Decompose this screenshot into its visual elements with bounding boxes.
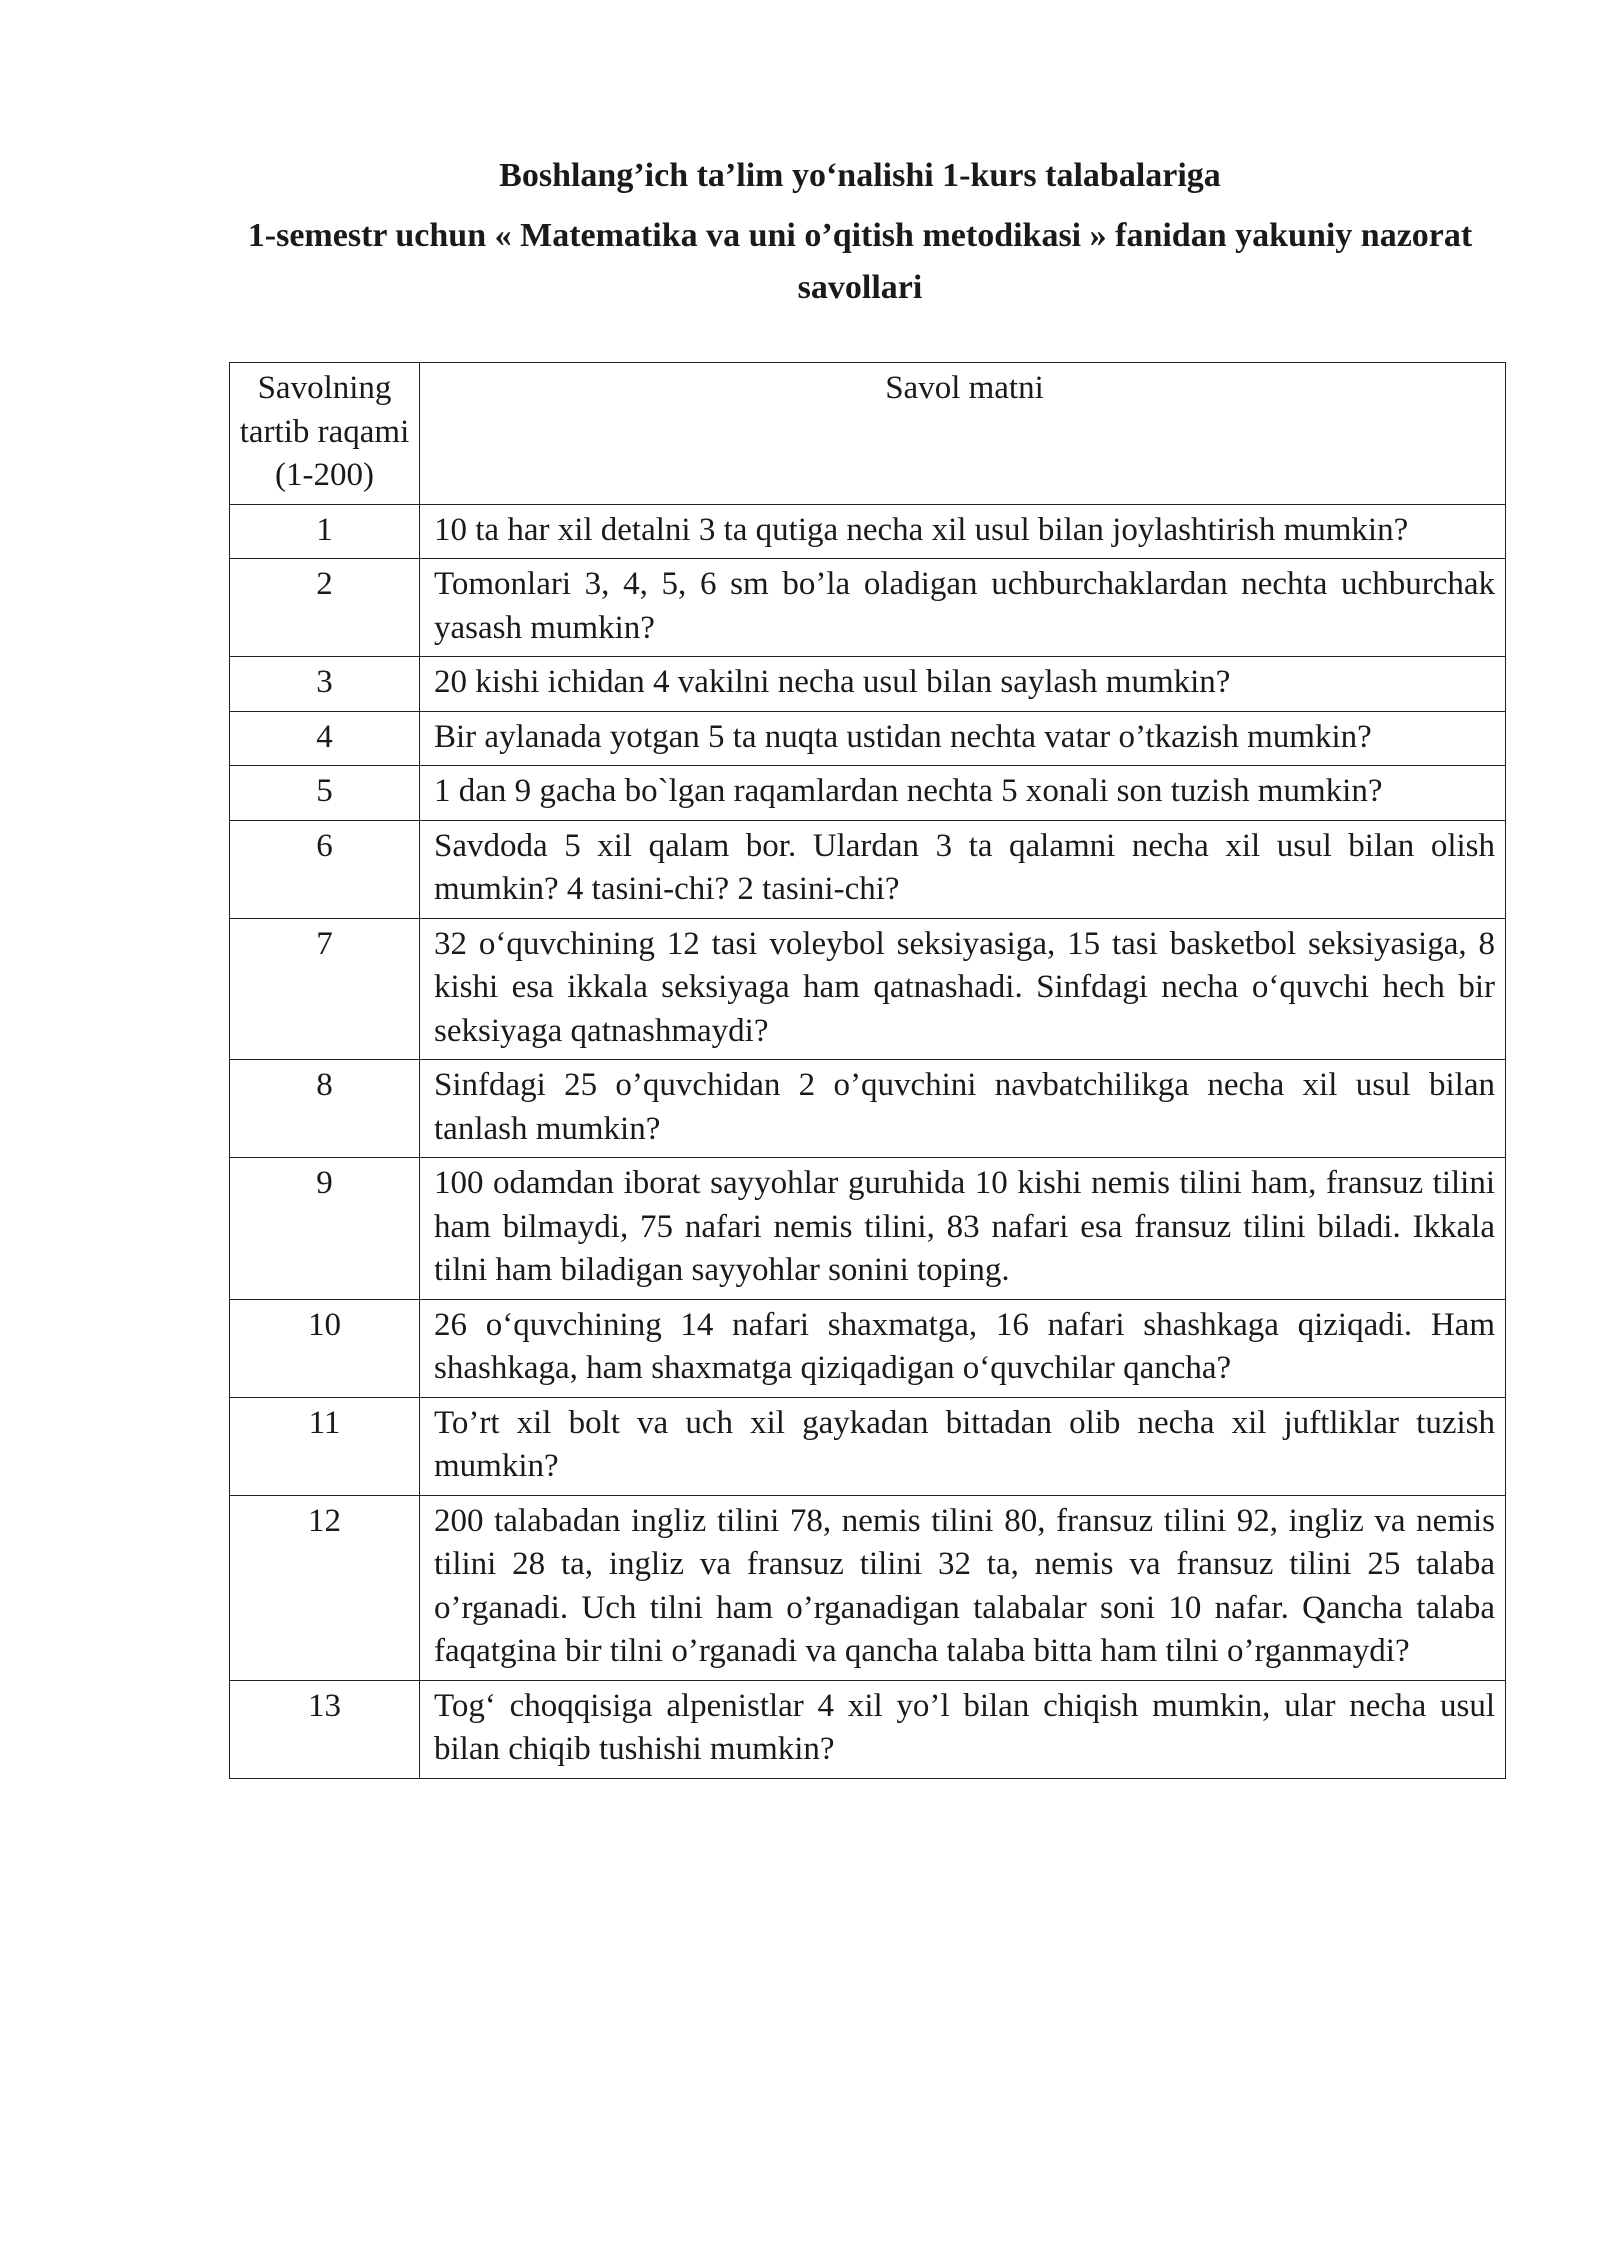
table-header-row: [230, 363, 1506, 505]
table-row: [230, 1060, 1506, 1158]
question-text: Tog‘ choqqisiga alpenistlar 4 xil yo’l bilan chiqish mumkin, ular necha usul bilan chiqib tushishi mumkin?: [420, 1680, 1506, 1778]
table-row: [230, 657, 1506, 712]
question-number: 11: [230, 1397, 420, 1495]
table-row: [230, 1495, 1506, 1680]
question-number: 12: [230, 1495, 420, 1680]
table-row: [230, 1158, 1506, 1300]
header-question-text: Savol matni: [420, 363, 1506, 505]
table-row: [230, 1299, 1506, 1397]
questions-body: [230, 504, 1506, 1778]
question-number: 4: [230, 711, 420, 766]
question-number: 10: [230, 1299, 420, 1397]
header-question-number: Savolning tartib raqami (1-200): [230, 363, 420, 505]
table-row: [230, 1680, 1506, 1778]
question-text: Sinfdagi 25 o’quvchidan 2 o’quvchini navbatchilikga necha xil usul bilan tanlash mumkin?: [420, 1060, 1506, 1158]
question-number: 6: [230, 820, 420, 918]
table-row: [230, 918, 1506, 1060]
question-text: Tomonlari 3, 4, 5, 6 sm bo’la oladigan uchburchaklardan nechta uchburchak yasash mumkin?: [420, 559, 1506, 657]
question-text: 26 o‘quvchining 14 nafari shaxmatga, 16 nafari shashkaga qiziqadi. Ham shashkaga, ham shaxmatga qiziqadigan o‘quvchilar qancha?: [420, 1299, 1506, 1397]
question-number: 7: [230, 918, 420, 1060]
question-number: 5: [230, 766, 420, 821]
question-number: 13: [230, 1680, 420, 1778]
table-row: [230, 766, 1506, 821]
question-number: 3: [230, 657, 420, 712]
questions-table: [229, 362, 1506, 1779]
table-row: [230, 711, 1506, 766]
question-text: 100 odamdan iborat sayyohlar guruhida 10 kishi nemis tilini ham, fransuz tilini ham bilmaydi, 75 nafari nemis tilini, 83 nafari esa fransuz tilini biladi. Ikkala tilni ham biladigan sayyohlar sonini toping.: [420, 1158, 1506, 1300]
table-row: [230, 1397, 1506, 1495]
question-text: 20 kishi ichidan 4 vakilni necha usul bilan saylash mumkin?: [420, 657, 1506, 712]
question-text: 200 talabadan ingliz tilini 78, nemis tilini 80, fransuz tilini 92, ingliz va nemis tilini 28 ta, ingliz va fransuz tilini 32 ta, nemis va fransuz tilini 25 talaba o’rganadi. Uch tilni ham o’rganadigan talabalar soni 10 nafar. Qancha talaba faqatgina bir tilni o’rganadi va qancha talaba bitta ham tilni o’rganmaydi?: [420, 1495, 1506, 1680]
table-row: [230, 820, 1506, 918]
question-number: 8: [230, 1060, 420, 1158]
question-text: Savdoda 5 xil qalam bor. Ulardan 3 ta qalamni necha xil usul bilan olish mumkin? 4 tasini-chi? 2 tasini-chi?: [420, 820, 1506, 918]
table-row: [230, 504, 1506, 559]
table-row: [230, 559, 1506, 657]
question-number: 2: [230, 559, 420, 657]
question-number: 1: [230, 504, 420, 559]
document-title: Boshlang’ich ta’lim yo‘nalishi 1-kurs talabalariga: [499, 157, 1221, 194]
question-text: 10 ta har xil detalni 3 ta qutiga necha xil usul bilan joylashtirish mumkin?: [420, 504, 1506, 559]
question-text: To’rt xil bolt va uch xil gaykadan bittadan olib necha xil juftliklar tuzish mumkin?: [420, 1397, 1506, 1495]
question-text: Bir aylanada yotgan 5 ta nuqta ustidan nechta vatar o’tkazish mumkin?: [420, 711, 1506, 766]
question-text: 32 o‘quvchining 12 tasi voleybol seksiyasiga, 15 tasi basketbol seksiyasiga, 8 kishi esa ikkala seksiyaga ham qatnashadi. Sinfdagi necha o‘quvchi hech bir seksiyaga qatnashmaydi?: [420, 918, 1506, 1060]
question-text: 1 dan 9 gacha bo`lgan raqamlardan nechta 5 xonali son tuzish mumkin?: [420, 766, 1506, 821]
document-subtitle: 1-semestr uchun « Matematika va uni o’qitish metodikasi » fanidan yakuniy nazorat savollari: [247, 217, 1473, 306]
question-number: 9: [230, 1158, 420, 1300]
